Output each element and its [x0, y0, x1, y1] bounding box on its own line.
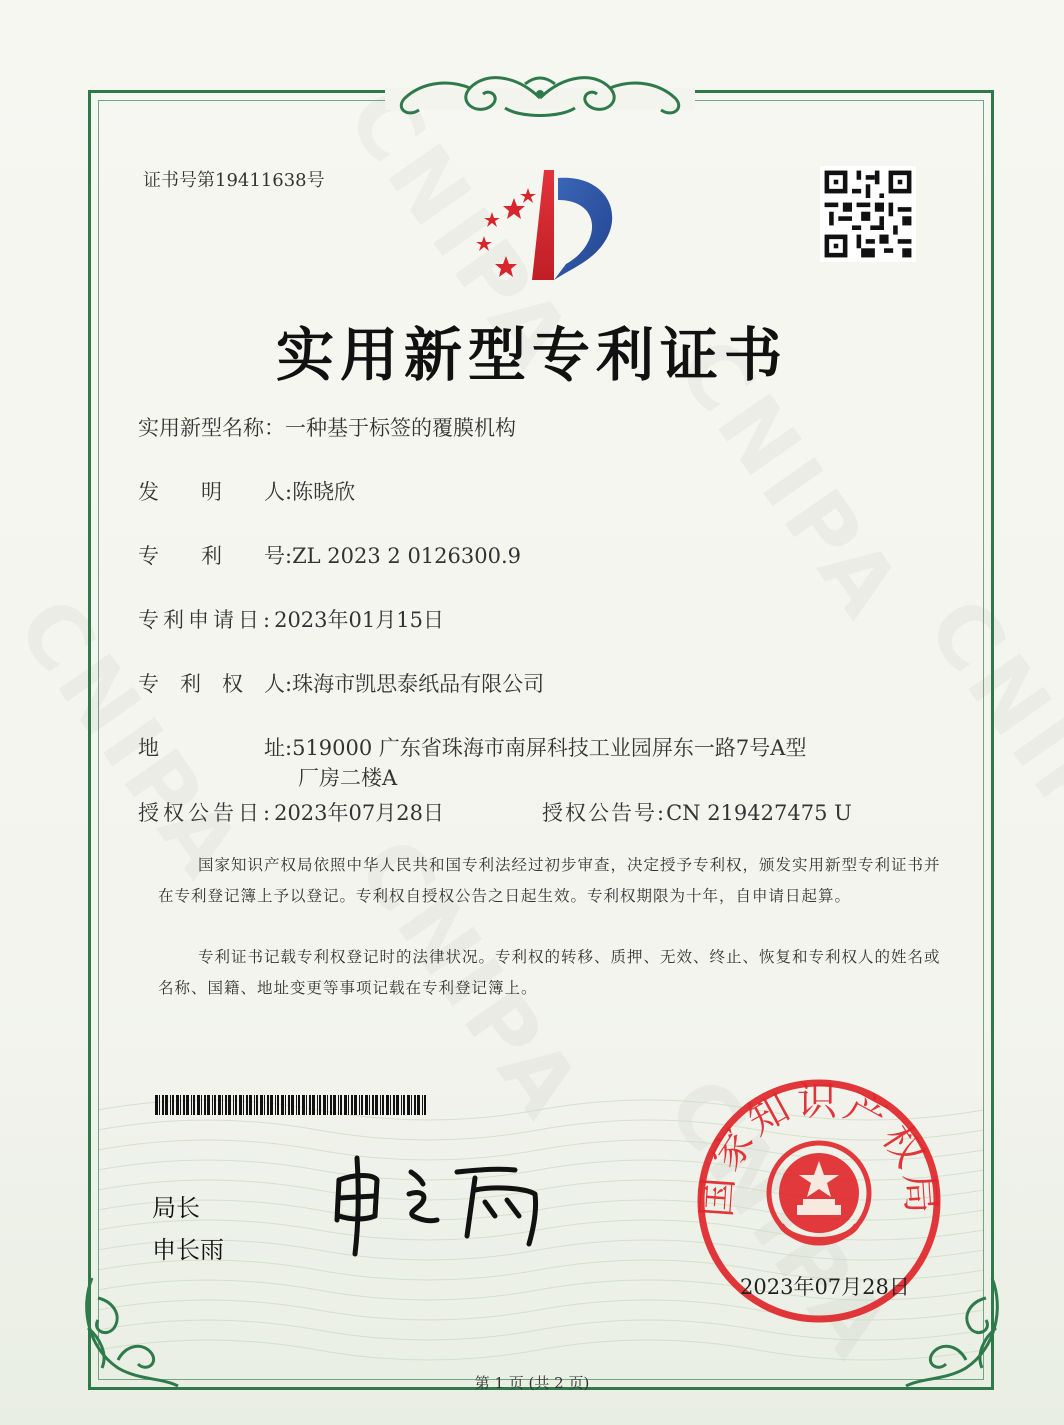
barcode-bar — [302, 1095, 305, 1115]
barcode-bar — [212, 1095, 213, 1115]
legal-paragraph: 专利证书记载专利权登记时的法律状况。专利权的转移、质押、无效、终止、恢复和专利权人的姓名或名称、国籍、地址变更等事项记载在专利登记簿上。 — [158, 948, 941, 997]
barcode-bar — [319, 1095, 321, 1115]
barcode-bar — [172, 1095, 174, 1115]
barcode-bar — [306, 1095, 307, 1115]
seal-text: 国家知识产权局 — [693, 1078, 945, 1219]
barcode-bar — [296, 1095, 297, 1115]
barcode-bar — [162, 1095, 164, 1115]
barcode-bar — [348, 1095, 349, 1115]
barcode-bar — [254, 1095, 255, 1115]
barcode-bar — [183, 1095, 185, 1115]
barcode-bar — [260, 1095, 263, 1115]
barcode-bar — [214, 1095, 216, 1115]
barcode-bar — [333, 1095, 336, 1115]
barcode-bar — [264, 1095, 265, 1115]
field-label: 专 利 权 人: — [138, 672, 293, 696]
barcode-bar — [186, 1095, 189, 1115]
field-value: 2023年07月28日 — [274, 801, 444, 825]
barcode-bar — [375, 1095, 378, 1115]
field-label: 授权公告号: — [542, 801, 667, 825]
barcode-bar — [372, 1095, 374, 1115]
barcode-bar — [225, 1095, 227, 1115]
page-number: 第 1 页 (共 2 页) — [474, 1374, 590, 1392]
field-label: 发 明 人: — [138, 480, 293, 504]
barcode-bar — [281, 1095, 284, 1115]
barcode-bar — [298, 1095, 300, 1115]
barcode-bar — [285, 1095, 286, 1115]
barcode-bar — [180, 1095, 181, 1115]
field-value: ZL 2023 2 0126300.9 — [292, 544, 522, 568]
field-value: 519000 广东省珠海市南屏科技工业园屏东一路7号A型 — [292, 736, 807, 760]
field-announcement-number — [542, 797, 852, 827]
field-value: 珠海市凯思泰纸品有限公司 — [292, 672, 545, 696]
barcode-bar — [312, 1095, 315, 1115]
barcode-bar — [422, 1095, 423, 1115]
barcode-bar — [401, 1095, 402, 1115]
barcode-bar — [323, 1095, 326, 1115]
barcode-bar — [207, 1095, 210, 1115]
barcode-bar — [218, 1095, 221, 1115]
cnipa-logo-icon — [462, 164, 622, 289]
barcode-bar — [256, 1095, 258, 1115]
field-value: 2023年01月15日 — [274, 608, 444, 632]
barcode-bar — [197, 1095, 200, 1115]
barcode-bar — [249, 1095, 252, 1115]
barcode-bar — [411, 1095, 412, 1115]
seal-date: 2023年07月28日 — [740, 1275, 910, 1299]
barcode-bar — [165, 1095, 168, 1115]
field-address-line2: 厂房二楼A — [298, 766, 398, 790]
barcode-bar — [243, 1095, 244, 1115]
barcode-bar — [159, 1095, 160, 1115]
field-patent-number — [138, 540, 521, 570]
barcode-bar — [369, 1095, 370, 1115]
barcode-bar — [414, 1095, 416, 1115]
barcode-bar — [396, 1095, 399, 1115]
field-value: CN 219427475 U — [666, 801, 852, 825]
barcode-bar — [317, 1095, 318, 1115]
field-utility-model-name — [138, 412, 516, 442]
barcode-bar — [170, 1095, 171, 1115]
barcode-bar — [191, 1095, 192, 1115]
barcode-bar — [330, 1095, 332, 1115]
field-label: 授权公告日: — [138, 801, 275, 825]
barcode-bar — [155, 1095, 158, 1115]
barcode-bar — [233, 1095, 234, 1115]
barcode-bar — [176, 1095, 179, 1115]
barcode-bar — [275, 1095, 276, 1115]
barcode-bar — [351, 1095, 353, 1115]
barcode-bar — [403, 1095, 405, 1115]
handwritten-signature — [325, 1150, 565, 1260]
barcode-bar — [354, 1095, 357, 1115]
barcode — [155, 1095, 430, 1115]
barcode-bar — [239, 1095, 242, 1115]
barcode-bar — [288, 1095, 290, 1115]
barcode-bar — [390, 1095, 391, 1115]
field-label: 专利申请日: — [138, 608, 275, 632]
barcode-bar — [267, 1095, 269, 1115]
barcode-bar — [201, 1095, 202, 1115]
barcode-bar — [327, 1095, 328, 1115]
top-ornament — [385, 64, 695, 124]
certificate-number: 证书号第19411638号 — [143, 170, 325, 191]
field-inventor — [138, 476, 355, 506]
barcode-bar — [235, 1095, 237, 1115]
field-value: 一种基于标签的覆膜机构 — [285, 416, 516, 440]
national-emblem-icon — [769, 1143, 869, 1243]
barcode-bar — [291, 1095, 294, 1115]
barcode-bar — [393, 1095, 395, 1115]
field-announcement-date — [138, 797, 444, 827]
field-value: 陈晓欣 — [292, 480, 356, 504]
field-label: 专 利 号: — [138, 544, 293, 568]
barcode-bar — [222, 1095, 223, 1115]
barcode-bar — [193, 1095, 195, 1115]
barcode-bar — [338, 1095, 339, 1115]
barcode-bar — [246, 1095, 248, 1115]
barcode-bar — [380, 1095, 381, 1115]
barcode-bar — [424, 1095, 426, 1115]
barcode-bar — [270, 1095, 273, 1115]
certificate-title: 实用新型专利证书 — [275, 321, 788, 389]
barcode-bar — [204, 1095, 206, 1115]
signer-name: 申长雨 — [152, 1236, 224, 1264]
barcode-bar — [361, 1095, 363, 1115]
legal-paragraph: 国家知识产权局依照中华人民共和国专利法经过初步审查，决定授予专利权，颁发实用新型专利证书并在专利登记簿上予以登记。专利权自授权公告之日起生效。专利权期限为十年，自申请日起算。 — [158, 856, 941, 905]
field-application-date — [138, 604, 444, 634]
barcode-bar — [228, 1095, 231, 1115]
barcode-bar — [340, 1095, 342, 1115]
barcode-bar — [365, 1095, 368, 1115]
field-patentee — [138, 668, 544, 698]
barcode-bar — [382, 1095, 384, 1115]
barcode-bar — [277, 1095, 279, 1115]
qr-code — [820, 166, 916, 262]
field-label: 实用新型名称： — [138, 416, 285, 440]
barcode-bar — [407, 1095, 410, 1115]
field-address — [138, 732, 806, 762]
field-label: 地 址: — [138, 736, 293, 760]
barcode-bar — [417, 1095, 420, 1115]
barcode-bar — [309, 1095, 311, 1115]
barcode-bar — [359, 1095, 360, 1115]
barcode-bar — [344, 1095, 347, 1115]
barcode-bar — [386, 1095, 389, 1115]
signer-role: 局长 — [152, 1194, 200, 1222]
